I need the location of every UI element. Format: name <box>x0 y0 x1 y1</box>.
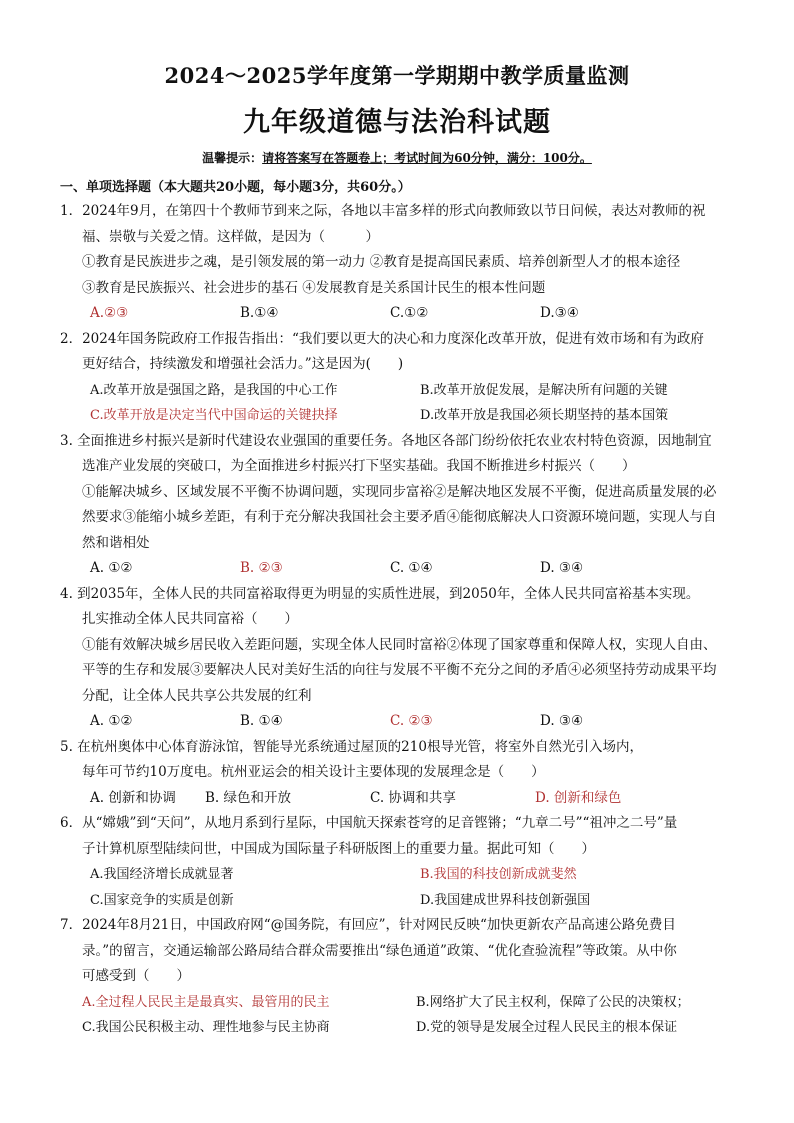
question-1 <box>60 199 750 327</box>
options-row <box>60 556 750 582</box>
options-row <box>60 862 750 888</box>
options-row <box>60 888 750 914</box>
option-c: C.改革开放是决定当代中国命运的关键抉择 <box>90 408 338 423</box>
question-text: 4. 到2035年，全体人民的共同富裕取得更为明显的实质性进展，到2050年，全体人民共同富裕基本实现。 <box>60 585 700 602</box>
option-d: D. 创新和绿色 <box>535 789 622 806</box>
option-a: A.②③ <box>90 305 129 321</box>
question-statements: 分配，让全体人民共享公共发展的红利 <box>82 687 312 704</box>
question-text: 更好结合，持续激发和增强社会活力。”这是因为( ) <box>82 356 404 372</box>
options-row <box>60 378 750 404</box>
option-d: D.③④ <box>540 305 579 321</box>
question-text: 福、崇敬与关爱之情。这样做，是因为（ ） <box>82 228 379 245</box>
question-list <box>60 199 750 1041</box>
option-b: B. ①④ <box>240 713 283 729</box>
section-title: 一、单项选择题（本大题共20小题，每小题3分，共60分。） <box>60 180 411 195</box>
tip-label: 温馨提示： <box>202 151 263 165</box>
option-d: D.党的领导是发展全过程人民民主的根本保证 <box>416 1020 678 1035</box>
options-row <box>60 786 750 812</box>
options-row <box>60 301 750 327</box>
question-text: 录。”的留言，交通运输部公路局结合群众需要推出“绿色通道”政策、“优化查验流程”等政策。从中你 <box>82 942 677 959</box>
tip-text: 请将答案写在答题卷上；考试时间为60分钟，满分：100分。 <box>262 151 592 165</box>
option-c: C.我国公民积极主动、理性地参与民主协商 <box>82 1020 330 1035</box>
question-statements: 然和谐相处 <box>82 534 150 551</box>
question-text: 子计算机原型陆续问世，中国成为国际量子科研版图上的重要力量。据此可知（ ） <box>82 840 595 857</box>
option-b: B.改革开放促发展，是解决所有问题的关键 <box>420 382 668 398</box>
option-a: A. 创新和协调 <box>90 789 176 806</box>
question-5 <box>60 735 750 812</box>
question-statements: 然要求③能缩小城乡差距，有利于充分解决我国社会主要矛盾④能彻底解决人口资源环境问题，实现人与自 <box>82 509 717 525</box>
question-text: 扎实推动全体人民共同富裕（ ） <box>82 611 298 627</box>
option-c: C.①② <box>390 305 429 321</box>
option-b: B.我国的科技创新成就斐然 <box>420 867 577 882</box>
question-2 <box>60 327 750 429</box>
exam-tip <box>0 149 794 166</box>
question-statements: ①能解决城乡、区域发展不平衡不协调问题，实现同步富裕②是解决地区发展不平衡，促进高质量发展的必 <box>82 483 717 500</box>
options-row <box>60 709 750 735</box>
question-statements: ①教育是民族进步之魂，是引领发展的第一动力 ②教育是提高国民素质、培养创新型人才的根本途径 <box>82 254 681 270</box>
option-d: D. ③④ <box>540 713 584 729</box>
options-row <box>60 403 750 429</box>
question-text: 可感受到（ ） <box>82 968 190 984</box>
exam-title: 2024～2025学年度第一学期期中教学质量监测 <box>164 63 630 88</box>
option-a: A. ①② <box>90 560 133 576</box>
question-text: 3. 全面推进乡村振兴是新时代建设农业强国的重要任务。各地区各部门纷纷依托农业农村特色资源，因地制宜 <box>60 432 712 449</box>
question-statements: ③教育是民族振兴、社会进步的基石 ④发展教育是关系国计民生的根本性问题 <box>82 279 546 296</box>
option-d: D.我国建成世界科技创新强国 <box>420 892 591 908</box>
question-6 <box>60 811 750 913</box>
option-a: A. ①② <box>90 713 133 729</box>
options-row <box>60 990 750 1016</box>
option-b: B.网络扩大了民主权利，保障了公民的决策权； <box>416 994 690 1010</box>
exam-subtitle: 九年级道德与法治科试题 <box>243 107 551 138</box>
question-3 <box>60 429 750 582</box>
question-statements: ①能有效解决城乡居民收入差距问题，实现全体人民同时富裕②体现了国家尊重和保障人权，实现人自由、 <box>82 636 717 653</box>
option-b: B.①④ <box>240 305 279 321</box>
question-text: 1．2024年9月，在第四十个教师节到来之际，各地以丰富多样的形式向教师致以节日问候，表达对教师的祝 <box>60 203 706 219</box>
question-7 <box>60 913 750 1041</box>
option-d: D.改革开放是我国必须长期坚持的基本国策 <box>420 408 669 423</box>
option-a: A.我国经济增长成就显著 <box>90 867 234 882</box>
question-text: 每年可节约10万度电。杭州亚运会的相关设计主要体现的发展理念是（ ） <box>82 764 545 780</box>
question-statements: 平等的生存和发展③要解决人民对美好生活的向往与发展不平衡不充分之间的矛盾④必须坚持劳动成果平均 <box>82 662 717 678</box>
option-a: A.全过程人民民主是最真实、最管用的民主 <box>82 994 330 1010</box>
question-text: 5. 在杭州奥体中心体育游泳馆，智能导光系统通过屋顶的210根导光管，将室外自然光引入场内， <box>60 738 643 755</box>
options-row <box>60 1015 750 1041</box>
option-b: B. 绿色和开放 <box>205 789 292 806</box>
option-a: A.改革开放是强国之路，是我国的中心工作 <box>90 382 338 398</box>
question-text: 2．2024年国务院政府工作报告指出：“我们要以更大的决心和力度深化改革开放，促进有效市场和有为政府 <box>60 330 704 347</box>
question-4 <box>60 582 750 735</box>
option-b: B. ②③ <box>240 560 283 576</box>
question-text: 7．2024年8月21日，中国政府网“@国务院，有回应”，针对网民反映“加快更新农产品高速公路免费目 <box>60 917 676 933</box>
question-text: 选准产业发展的突破口，为全面推进乡村振兴打下坚实基础。我国不断推进乡村振兴（ ） <box>82 458 636 474</box>
question-text: 6．从“嫦娥”到“天问”，从地月系到行星际，中国航天探索苍穹的足音铿锵；“九章二号”“祖冲之二号”量 <box>60 815 678 831</box>
option-c: C. ②③ <box>390 713 433 729</box>
option-c: C. ①④ <box>390 560 433 576</box>
option-c: C.国家竞争的实质是创新 <box>90 892 234 908</box>
option-c: C. 协调和共享 <box>370 789 456 806</box>
option-d: D. ③④ <box>540 560 584 576</box>
